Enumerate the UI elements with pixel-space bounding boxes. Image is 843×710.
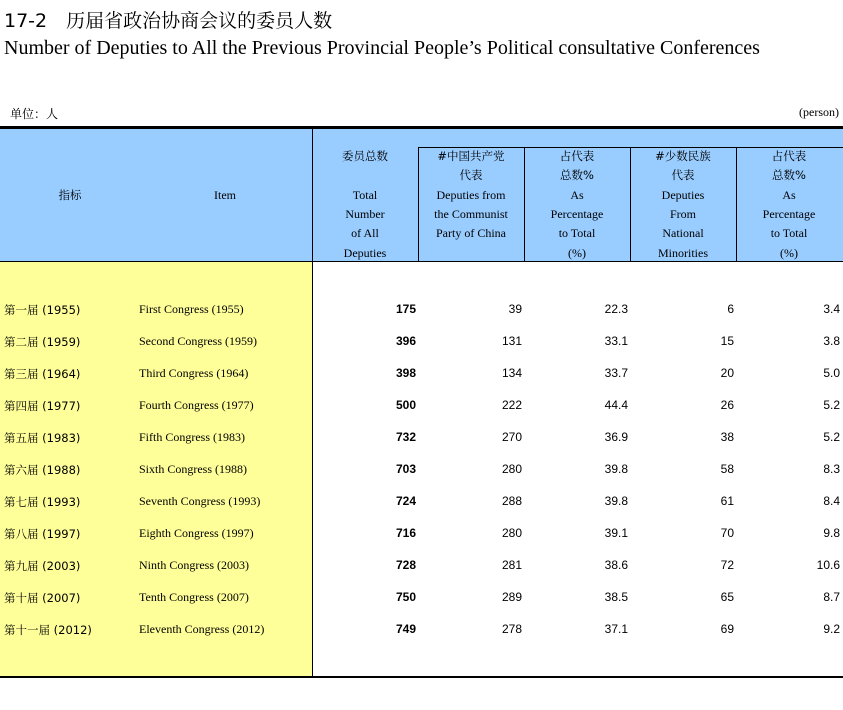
cell-min: 70 [720,526,734,540]
cell-min-pct: 3.4 [823,302,840,316]
cell-cpc-pct: 38.5 [604,590,628,604]
cell-en: Fifth Congress (1983) [139,430,245,444]
cell-min: 72 [720,558,734,572]
cell-cn: 第八届 (1997) [4,527,81,541]
cell-en: Eighth Congress (1997) [139,526,254,540]
cell-en: Second Congress (1959) [139,334,257,348]
cell-cn: 第七届 (1993) [4,495,81,509]
cell-total: 703 [395,462,416,476]
cell-min: 69 [720,622,734,636]
header-cpc-cn: 代表 [459,168,483,183]
cell-cpc: 280 [501,526,522,540]
table-row [0,590,843,610]
cell-min: 20 [720,366,734,380]
header-pct2-cn: 总数% [772,168,806,183]
cell-en: Third Congress (1964) [139,366,249,380]
table-row [0,334,843,354]
header-min-en: From [669,207,696,222]
cell-cn: 第五届 (1983) [4,431,81,445]
header-pct2-en: to Total [770,226,808,241]
cell-min-pct: 8.7 [823,590,840,604]
header-cpc-en: Deputies from [436,188,506,202]
cell-min: 6 [727,302,734,316]
cell-cn: 第六届 (1988) [4,463,81,477]
header-pct1-en: to Total [558,226,596,241]
header-min-en: National [662,226,704,241]
cell-total: 749 [395,622,416,636]
cell-total: 728 [395,558,416,572]
cell-cpc: 288 [501,494,522,508]
header-min-en: Deputies [661,188,705,202]
cell-cpc: 278 [501,622,522,636]
title-en: Number of Deputies to All the Previous Provincial People’s Political consultative Conferences [4,37,760,59]
cell-min-pct: 10.6 [816,558,840,572]
table-row [0,622,843,642]
cell-min-pct: 5.0 [823,366,840,380]
cell-cn: 第二届 (1959) [4,335,81,349]
cell-min: 65 [720,590,734,604]
cell-cpc: 39 [508,302,522,316]
table-row [0,430,843,450]
cell-en: Eleventh Congress (2012) [139,622,265,636]
cell-min-pct: 9.8 [823,526,840,540]
header-total-en: Deputies [343,245,387,260]
header-min-cn: 代表 [671,168,695,183]
cell-cpc: 270 [501,430,522,444]
cell-total: 716 [395,526,416,540]
cell-cpc-pct: 39.8 [604,494,628,508]
header-pct1-en: (%) [568,245,586,260]
header-pct1-en: Percentage [550,207,604,222]
cell-cn: 第三届 (1964) [4,367,81,381]
cell-cpc-pct: 44.4 [604,398,628,412]
header-cpc-en: Party of China [436,226,506,241]
unit-en: (person) [799,105,839,119]
cell-min-pct: 5.2 [823,430,840,444]
unit-cn: 单位：人 [10,107,59,121]
header-total-en: Number [345,207,385,222]
header-total-en: Total [352,188,378,202]
cell-total: 500 [395,398,416,412]
header-pct1-en: As [570,188,584,202]
table-row [0,494,843,514]
cell-min-pct: 8.3 [823,462,840,476]
bottom-rule [0,676,843,678]
header-total-en: of All [351,226,379,241]
cell-cpc-pct: 33.1 [604,334,628,348]
cell-min: 26 [720,398,734,412]
cell-en: Seventh Congress (1993) [139,494,261,508]
cell-cpc: 131 [501,334,522,348]
header-item: Item [214,188,236,202]
cell-en: Ninth Congress (2003) [139,558,249,572]
cell-cn: 第一届 (1955) [4,303,81,317]
header-indicator: 指标 [58,188,82,202]
cell-en: First Congress (1955) [139,302,244,316]
header-pct1-cn: 总数% [560,168,594,183]
cell-cpc: 134 [501,366,522,380]
header-cpc-en: the Communist [434,207,508,222]
cell-cpc-pct: 39.1 [604,526,628,540]
table-row [0,366,843,386]
cell-total: 724 [395,494,416,508]
cell-total: 396 [395,334,416,348]
cell-cn: 第十一届 (2012) [4,623,92,637]
cell-cn: 第四届 (1977) [4,399,81,413]
table-row [0,302,843,322]
cell-min-pct: 9.2 [823,622,840,636]
cell-total: 732 [395,430,416,444]
top-rule [0,126,843,129]
cell-cn: 第九届 (2003) [4,559,81,573]
table-row [0,526,843,546]
cell-min: 38 [720,430,734,444]
header-min-en: Minorities [658,245,708,260]
cell-cpc-pct: 37.1 [604,622,628,636]
cell-total: 750 [395,590,416,604]
cell-en: Tenth Congress (2007) [139,590,249,604]
cell-min: 61 [720,494,734,508]
cell-cn: 第十届 (2007) [4,591,81,605]
title-cn: 17-2 历届省政治协商会议的委员人数 [4,10,333,32]
cell-cpc: 222 [501,398,522,412]
cell-cpc-pct: 22.3 [604,302,628,316]
header-pct1-cn: 占代表 [559,149,595,163]
cell-en: Sixth Congress (1988) [139,462,247,476]
cell-min: 58 [720,462,734,476]
cell-cpc: 281 [501,558,522,572]
header-pct2-cn: 占代表 [771,149,807,163]
header-pct2-en: As [782,188,796,202]
cell-min-pct: 3.8 [823,334,840,348]
header-cpc-cn: #中国共产党 [437,149,505,163]
cell-total: 175 [395,302,416,316]
cell-min-pct: 8.4 [823,494,840,508]
header-pct2-en: Percentage [762,207,816,222]
header-pct2-en: (%) [780,245,798,260]
cell-cpc: 289 [501,590,522,604]
table-row [0,398,843,418]
header-total-cn: 委员总数 [342,149,388,163]
cell-cpc-pct: 39.8 [604,462,628,476]
table-row [0,462,843,482]
cell-min: 15 [720,334,734,348]
table-row [0,558,843,578]
cell-total: 398 [395,366,416,380]
cell-cpc-pct: 38.6 [604,558,628,572]
cell-min-pct: 5.2 [823,398,840,412]
cell-cpc-pct: 33.7 [604,366,628,380]
header-min-cn: #少数民族 [655,149,711,163]
cell-cpc-pct: 36.9 [604,430,628,444]
cell-cpc: 280 [501,462,522,476]
cell-en: Fourth Congress (1977) [139,398,254,412]
